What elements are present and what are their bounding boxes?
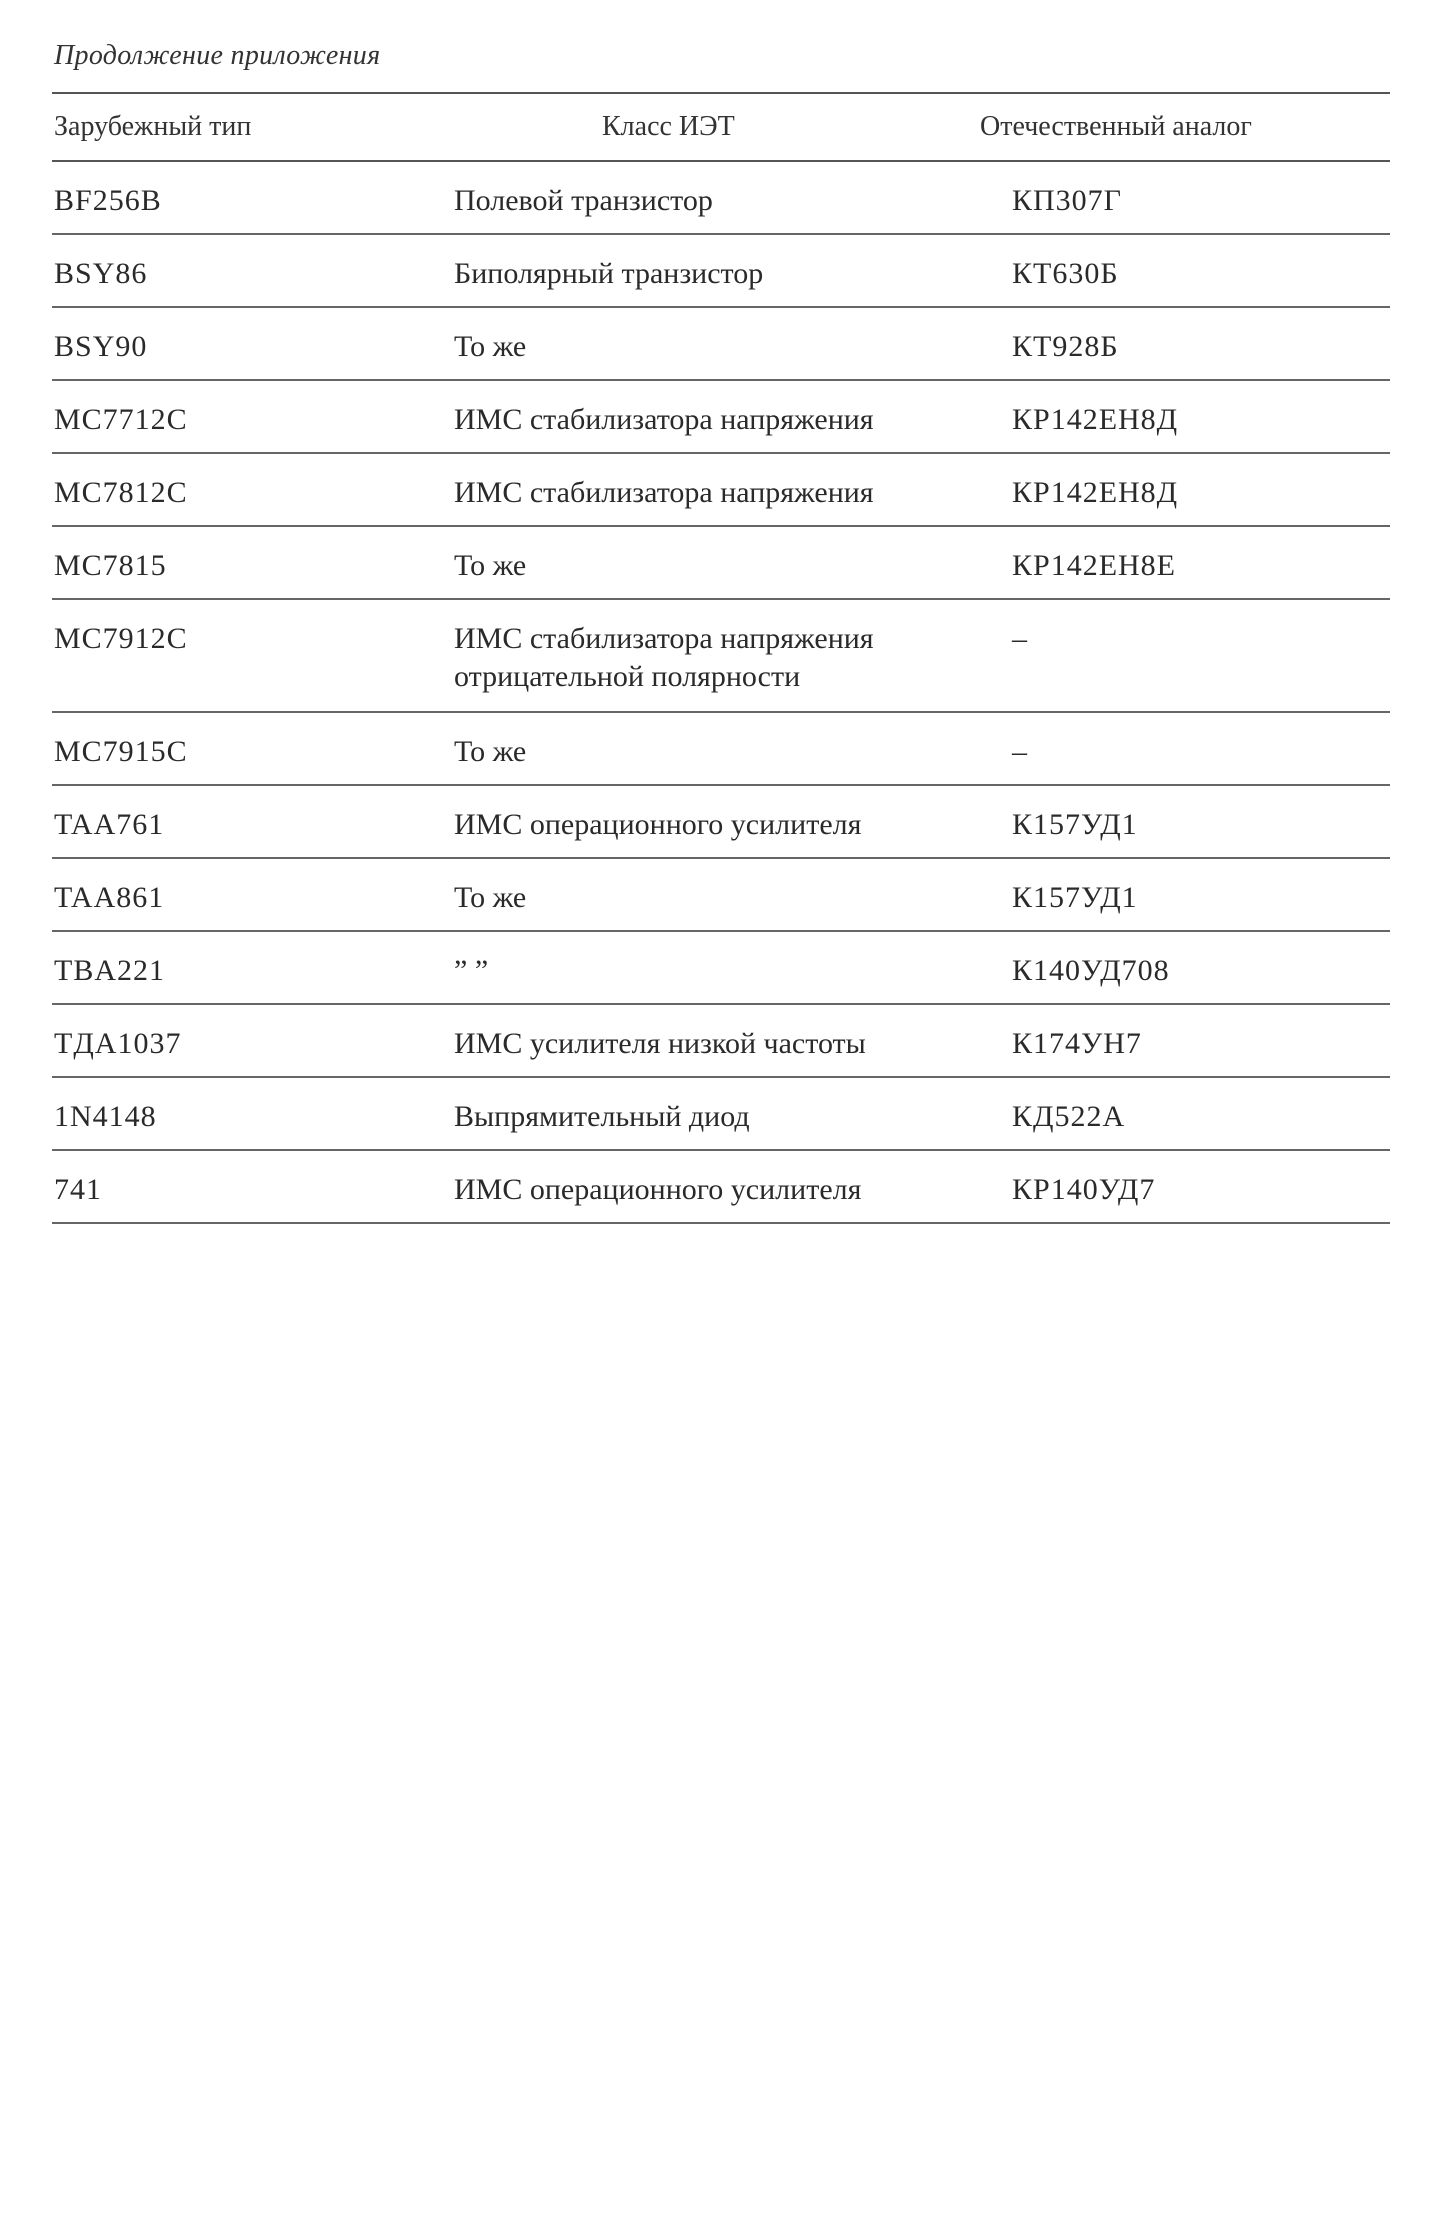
class-cell: То же: [452, 712, 980, 785]
foreign-type-cell: TДA1037: [52, 1004, 452, 1077]
class-cell: Полевой транзистор: [452, 161, 980, 234]
foreign-type-cell: BSY86: [52, 234, 452, 307]
foreign-type-cell: 1N4148: [52, 1077, 452, 1150]
class-cell: ИМС операционного усилителя: [452, 1150, 980, 1223]
table-row: [52, 712, 1390, 785]
analog-cell: К140УД708: [980, 931, 1390, 1004]
foreign-type-cell: MC7915C: [52, 712, 452, 785]
table-row: [52, 785, 1390, 858]
foreign-type-cell: 741: [52, 1150, 452, 1223]
class-cell: ” ”: [452, 931, 980, 1004]
header-class: Класс ИЭТ: [452, 94, 980, 161]
foreign-type-cell: TBA221: [52, 931, 452, 1004]
document-page: [52, 40, 1390, 1224]
table-header-row: [52, 94, 1390, 161]
class-cell: ИМС операционного усилителя: [452, 785, 980, 858]
analog-cell: –: [980, 712, 1390, 785]
table-caption: Продолжение приложения: [54, 40, 381, 71]
foreign-type-cell: BF256B: [52, 161, 452, 234]
foreign-type-cell: MC7912C: [52, 599, 452, 712]
foreign-type-cell: MC7712C: [52, 380, 452, 453]
header-domestic-analog: Отечественный аналог: [980, 94, 1390, 161]
class-cell: Выпрямительный диод: [452, 1077, 980, 1150]
class-cell: То же: [452, 307, 980, 380]
analog-cell: КП307Г: [980, 161, 1390, 234]
table-row: [52, 234, 1390, 307]
analog-cell: К157УД1: [980, 858, 1390, 931]
foreign-type-cell: TAA861: [52, 858, 452, 931]
foreign-type-cell: MC7815: [52, 526, 452, 599]
class-cell: ИМС стабилизатора напряжения отрицательной полярности: [452, 599, 980, 712]
analog-cell: К157УД1: [980, 785, 1390, 858]
foreign-type-cell: MC7812C: [52, 453, 452, 526]
analog-cell: К174УН7: [980, 1004, 1390, 1077]
class-cell: ИМС усилителя низкой частоты: [452, 1004, 980, 1077]
header-foreign-type: Зарубежный тип: [52, 94, 452, 161]
analog-cell: КР142ЕН8Д: [980, 453, 1390, 526]
analog-cell: КР142ЕН8Д: [980, 380, 1390, 453]
table-row: [52, 526, 1390, 599]
analog-cell: КР140УД7: [980, 1150, 1390, 1223]
analog-cell: КТ928Б: [980, 307, 1390, 380]
analog-cell: КТ630Б: [980, 234, 1390, 307]
class-cell: Биполярный транзистор: [452, 234, 980, 307]
class-cell: ИМС стабилизатора напряжения: [452, 453, 980, 526]
table-row: [52, 161, 1390, 234]
table-row: [52, 380, 1390, 453]
analog-cell: КД522А: [980, 1077, 1390, 1150]
foreign-type-cell: TAA761: [52, 785, 452, 858]
table-row: [52, 453, 1390, 526]
analog-cell: –: [980, 599, 1390, 712]
table-row: [52, 1150, 1390, 1223]
table-row: [52, 1004, 1390, 1077]
class-cell: То же: [452, 526, 980, 599]
table-row: [52, 307, 1390, 380]
table-row: [52, 599, 1390, 712]
class-cell: То же: [452, 858, 980, 931]
table-row: [52, 1077, 1390, 1150]
class-cell: ИМС стабилизатора напряжения: [452, 380, 980, 453]
foreign-type-cell: BSY90: [52, 307, 452, 380]
analog-cell: КР142ЕН8Е: [980, 526, 1390, 599]
table-row: [52, 931, 1390, 1004]
table-row: [52, 858, 1390, 931]
analog-table: [52, 94, 1390, 1224]
